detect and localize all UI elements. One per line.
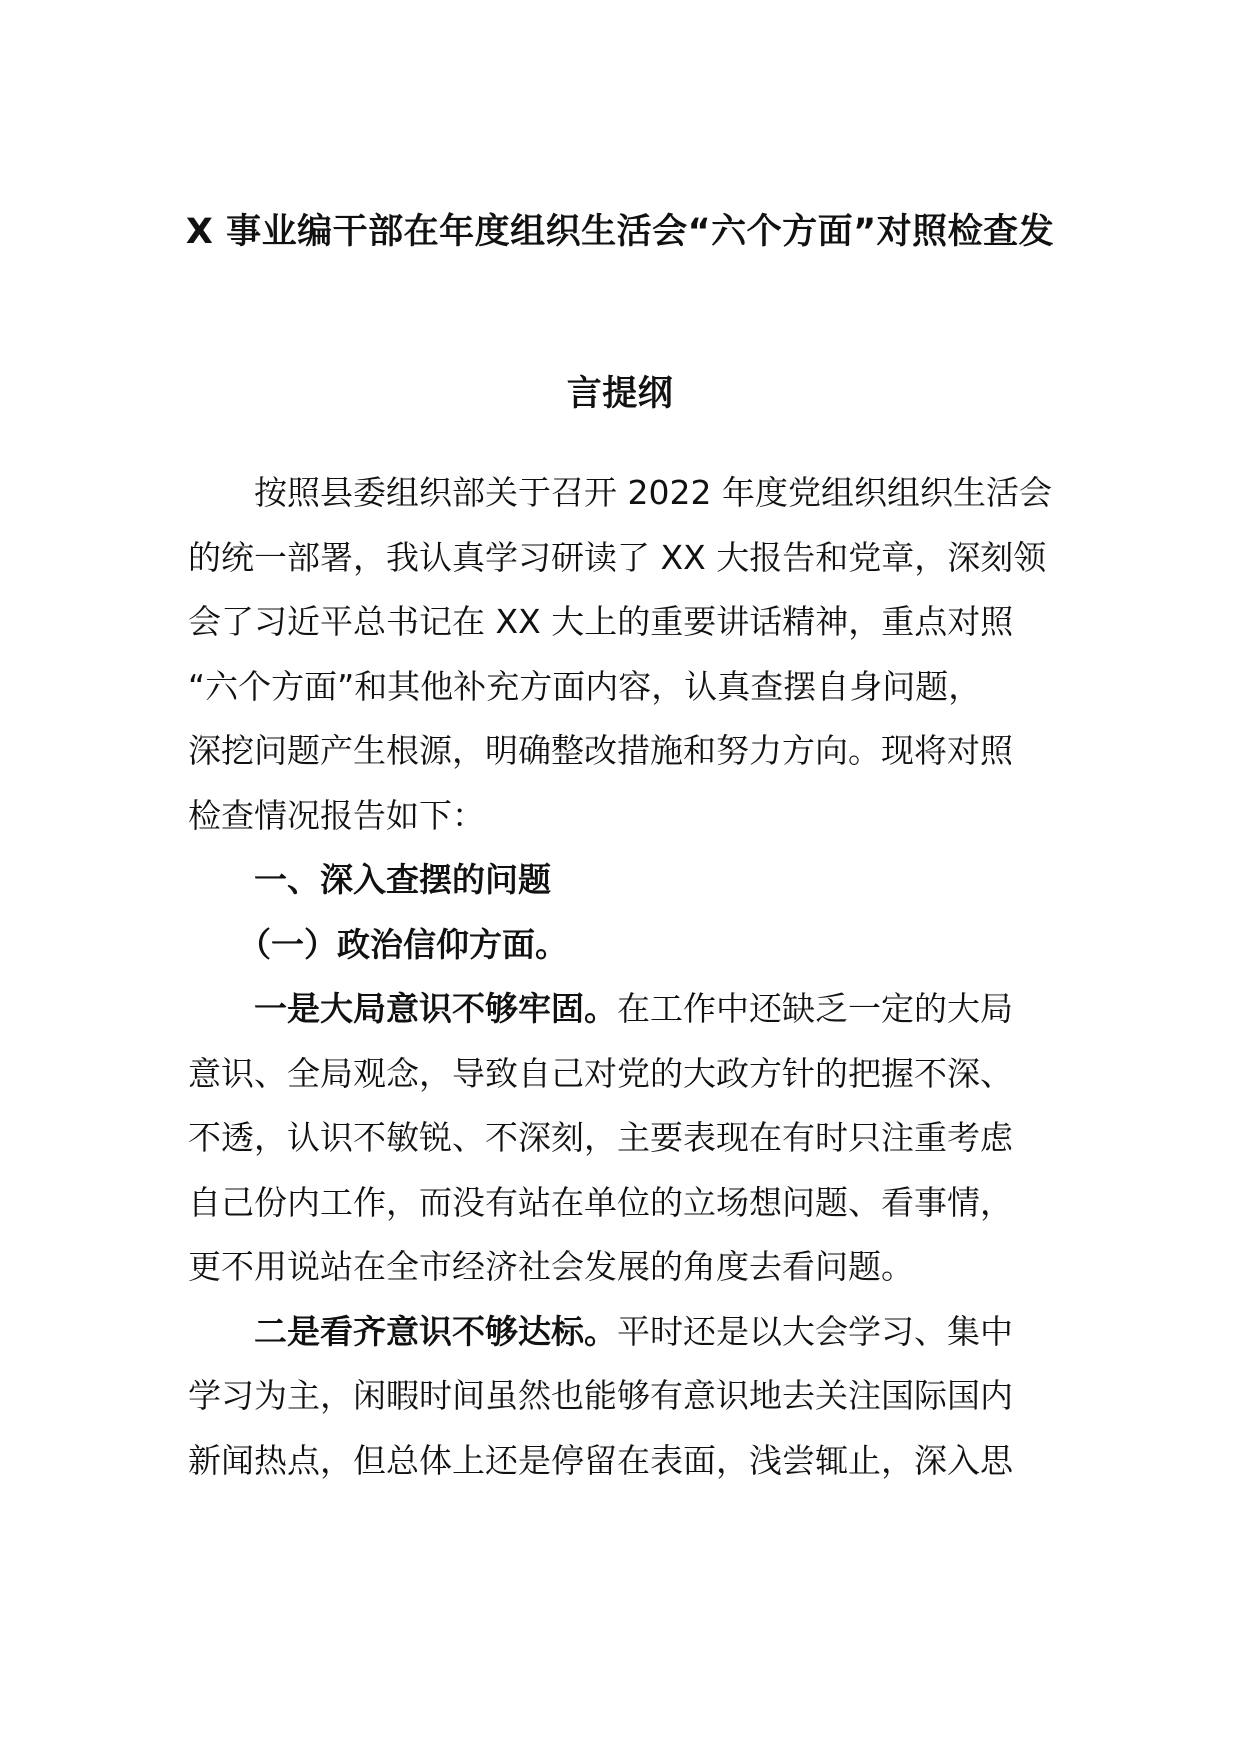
intro-line: 的统一部署，我认真学习研读了 XX 大报告和党章，深刻领 (188, 537, 1047, 577)
document-title-line-2: 言提纲 (566, 374, 674, 414)
subsection-heading: （一）政治信仰方面。 (238, 924, 568, 964)
paragraph-line: 学习为主，闲暇时间虽然也能够有意识地去关注国际国内 (188, 1376, 1013, 1415)
document-title-line-1: X 事业编干部在年度组织生活会“六个方面”对照检查发 (185, 212, 1055, 252)
intro-line: 会了习近平总书记在 XX 大上的重要讲话精神，重点对照 (188, 602, 1014, 641)
paragraph-line: 自己份内工作，而没有站在单位的立场想问题、看事情， (188, 1182, 1013, 1222)
intro-line: 深挖问题产生根源，明确整改措施和努力方向。现将对照 (188, 731, 1013, 770)
intro-line: 检查情况报告如下： (188, 795, 485, 835)
paragraph-lead: 一是大局意识不够牢固。 (254, 989, 617, 1028)
document-body (188, 461, 1052, 1493)
paragraph-line: 更不用说站在全市经济社会发展的角度去看问题。 (188, 1247, 914, 1286)
paragraph-line (188, 1300, 1052, 1365)
paragraph-line: 意识、全局观念，导致自己对党的大政方针的把握不深、 (188, 1053, 1013, 1093)
paragraph-text: 在工作中还缺乏一定的大局 (617, 989, 1013, 1028)
paragraph-lead: 二是看齐意识不够达标。 (254, 1311, 617, 1351)
intro-line: 按照县委组织部关于召开 2022 年度党组织组织生活会 (254, 473, 1052, 512)
paragraph-line: 新闻热点，但总体上还是停留在表面，浅尝辄止，深入思 (188, 1440, 1013, 1480)
section-heading: 一、深入查摆的问题 (254, 860, 551, 899)
paragraph-line (188, 977, 1052, 1042)
paragraph-line: 不透，认识不敏锐、不深刻，主要表现在有时只注重考虑 (188, 1118, 1013, 1157)
paragraph-text: 平时还是以大会学习、集中 (617, 1311, 1013, 1351)
intro-line: “六个方面”和其他补充方面内容，认真查摆自身问题， (188, 666, 982, 706)
